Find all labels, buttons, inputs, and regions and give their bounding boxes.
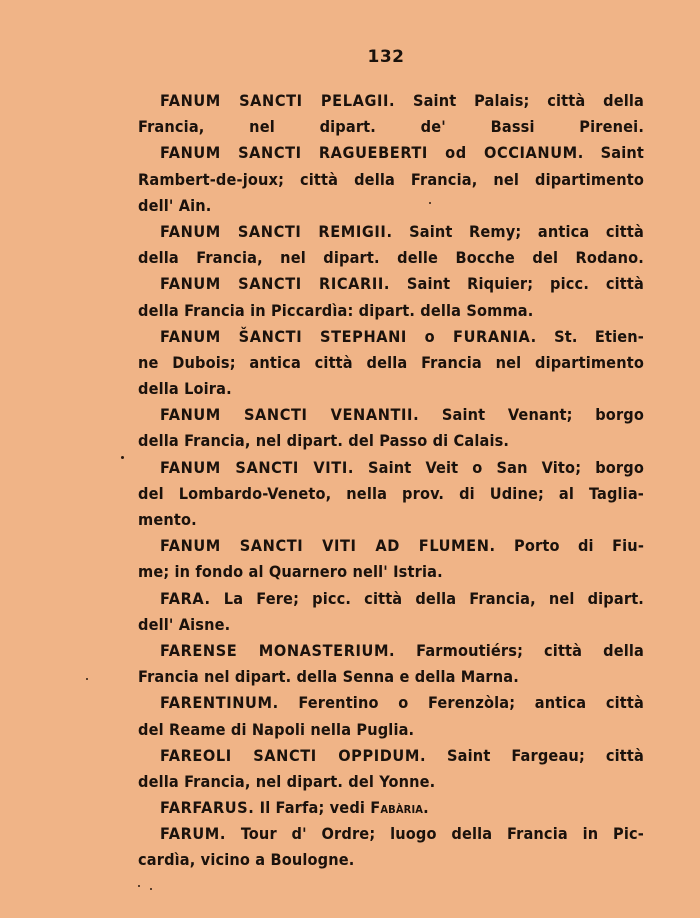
- entry-headword: FANUM SANCTI RAGUEBERTI od OCCIANUM.: [160, 143, 584, 163]
- text-line: [138, 167, 644, 193]
- text-line: [138, 88, 644, 114]
- entry-continuation: Rambert-de-joux; città della Francia, nel dipartimento: [138, 169, 644, 189]
- entry-headword: FARUM.: [160, 824, 227, 844]
- text-line: [138, 114, 644, 140]
- entry-continuation: del Lombardo-Veneto, nella prov. di Udine; al Taglia-: [138, 483, 644, 503]
- page-number: 132: [367, 47, 405, 67]
- text-line: [138, 481, 644, 507]
- text-line: [138, 140, 644, 166]
- entry-continuation: della Francia, nel dipart. del Yonne.: [138, 771, 436, 791]
- entry-headword: FANUM ŠANCTI STEPHANI o FURANIA.: [160, 326, 537, 346]
- entry-headword: FARENSE MONASTERIUM.: [160, 640, 396, 660]
- entry-definition: Saint: [600, 143, 644, 163]
- scan-speck: [429, 202, 431, 204]
- text-line: [138, 245, 644, 271]
- text-line: [138, 271, 644, 297]
- text-line: [138, 507, 644, 533]
- text-line: [138, 795, 644, 821]
- text-line: [138, 743, 644, 769]
- text-line: [138, 428, 644, 454]
- entry-continuation: mento.: [138, 510, 197, 529]
- entry-continuation: cardìa, vicino a Boulogne.: [138, 850, 355, 870]
- entry-headword: FAREOLI SANCTI OPPIDUM.: [160, 745, 427, 765]
- entry-headword: FANUM SANCTI REMIGII.: [160, 221, 393, 241]
- entry-definition: St. Etien-: [554, 326, 644, 346]
- entry-definition: Saint Remy; antica città: [409, 221, 644, 241]
- entry-headword: FARA.: [160, 588, 211, 608]
- text-line: [138, 821, 644, 847]
- text-line: [138, 559, 644, 585]
- scan-speck: [138, 885, 140, 887]
- cross-reference: Fabària.: [370, 798, 429, 818]
- entry-continuation: della Francia, nel dipart. del Passo di Calais.: [138, 431, 510, 451]
- entry-continuation: dell' Aisne.: [138, 614, 231, 634]
- entry-definition: Saint Fargeau; città: [447, 745, 644, 765]
- text-line: [138, 350, 644, 376]
- entry-definition: Farmoutiérs; città della: [416, 640, 644, 660]
- text-line: [138, 690, 644, 716]
- entry-definition: Il Farfa; vedi: [259, 798, 366, 818]
- entry-definition: Ferentino o Ferenzòla; antica città: [298, 693, 644, 713]
- entry-continuation: della Francia in Piccardìa: dipart. della Somma.: [138, 300, 534, 320]
- entry-headword: FANUM SANCTI VITI.: [160, 457, 354, 477]
- entry-headword: FANUM SANCTI RICARII.: [160, 274, 391, 294]
- text-line: [138, 769, 644, 795]
- scan-speck: [86, 678, 88, 680]
- text-line: [138, 717, 644, 743]
- entry-continuation: Francia, nel dipart. de' Bassi Pirenei.: [138, 117, 644, 137]
- entry-headword: FANUM SANCTI VITI AD FLUMEN.: [160, 536, 496, 556]
- text-line: [138, 612, 644, 638]
- entry-definition: Saint Palais; città della: [412, 91, 644, 110]
- text-line: [138, 664, 644, 690]
- dictionary-entries: [138, 88, 644, 874]
- text-line: [138, 402, 644, 428]
- entry-continuation: del Reame di Napoli nella Puglia.: [138, 719, 415, 739]
- text-line: [138, 324, 644, 350]
- entry-definition: La Fere; picc. città della Francia, nel dipart.: [223, 588, 644, 608]
- entry-continuation: Francia nel dipart. della Senna e della Marna.: [138, 667, 519, 687]
- entry-continuation: della Francia, nel dipart. delle Bocche del Rodano.: [138, 248, 644, 268]
- entry-headword: FANUM SANCTI PELAGII.: [160, 91, 396, 110]
- entry-definition: Tour d' Ordre; luogo della Francia in Pic-: [240, 824, 644, 844]
- text-line: [138, 193, 644, 219]
- entry-definition: Saint Riquier; picc. città: [406, 274, 644, 294]
- text-line: [138, 455, 644, 481]
- entry-headword: FARENTINUM.: [160, 693, 279, 713]
- entry-continuation: ne Dubois; antica città della Francia nel dipartimento: [138, 352, 644, 372]
- text-line: [138, 219, 644, 245]
- text-line: [138, 586, 644, 612]
- text-line: [138, 298, 644, 324]
- entry-definition: Saint Venant; borgo: [441, 405, 644, 425]
- entry-continuation: me; in fondo al Quarnero nell' Istria.: [138, 562, 443, 582]
- text-line: [138, 847, 644, 873]
- scan-speck: [121, 456, 124, 459]
- entry-continuation: della Loira.: [138, 379, 232, 399]
- text-line: [138, 638, 644, 664]
- entry-headword: FANUM SANCTI VENANTII.: [160, 405, 420, 425]
- scan-speck: [150, 888, 152, 890]
- entry-continuation: dell' Ain.: [138, 195, 212, 215]
- entry-definition: Porto di Fiu-: [514, 536, 644, 556]
- text-line: [138, 376, 644, 402]
- text-line: [138, 533, 644, 559]
- entry-headword: FARFARUS.: [160, 798, 255, 818]
- entry-definition: Saint Veit o San Vito; borgo: [368, 457, 644, 477]
